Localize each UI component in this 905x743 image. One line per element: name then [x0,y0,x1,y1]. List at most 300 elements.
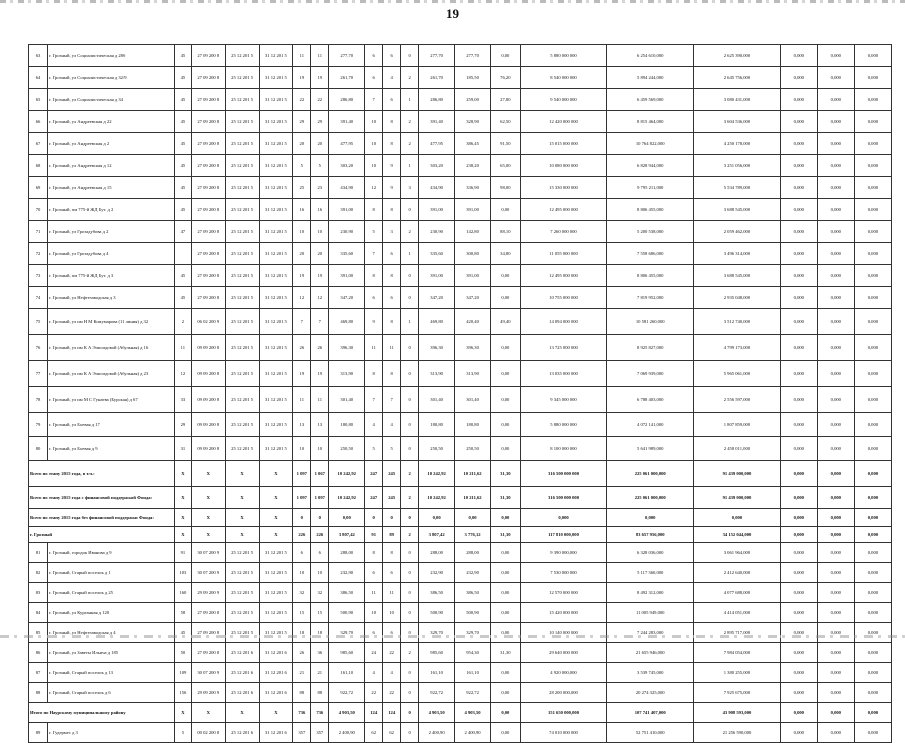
date-cell: 31 12 201 5 [259,603,293,623]
value-cell: 8 [383,543,401,563]
date-cell: 25 12 201 5 [225,387,259,413]
value-cell: 0,00 [491,603,521,623]
row-number-cell: 63 [29,45,48,67]
value-cell: 391,00 [419,265,455,287]
value-cell: 0 [383,509,401,527]
table-row [29,111,892,133]
value-cell: 0,00 [491,703,521,723]
value-cell: 19 [293,265,311,287]
value-cell: 4 903,50 [419,703,455,723]
value-cell: 161,10 [419,663,455,683]
value-cell: 0,000 [780,583,817,603]
value-cell: 0,000 [780,683,817,703]
address-cell: г. Грозный, ул Нефтезаводская д 3 [48,287,175,309]
table-row [29,583,892,603]
row-number-cell: 88 [29,683,48,703]
value-cell: 8 [383,199,401,221]
value-cell: 301,40 [329,387,365,413]
value-cell: 500,90 [455,603,491,623]
placeholder-x-cell: X [225,703,259,723]
value-cell: 0,000 [780,309,817,335]
doc-number-cell: 29 [174,413,191,437]
date-cell: 25 12 201 6 [225,643,259,663]
value-cell: 10 140 000 000 [520,623,607,643]
date-cell: 27 09 200 8 [191,89,225,111]
value-cell: 98,00 [491,177,521,199]
value-cell: 2 059 462,000 [694,221,781,243]
doc-number-cell: 109 [174,663,191,683]
value-cell: 3 604 536,000 [694,111,781,133]
value-cell: 0,000 [817,335,854,361]
value-cell: 301,40 [419,387,455,413]
value-cell: 0 [401,663,419,683]
value-cell: 0,000 [780,335,817,361]
date-cell: 31 12 201 5 [259,265,293,287]
value-cell: 0 [401,287,419,309]
value-cell: 4 [383,413,401,437]
table-row [29,603,892,623]
value-cell: 161,10 [455,663,491,683]
value-cell: 4 903,50 [329,703,365,723]
value-cell: 10 242,92 [329,461,365,487]
value-cell: 4 072 141,000 [607,413,694,437]
value-cell: 11 [365,583,383,603]
value-cell: 0,00 [491,335,521,361]
value-cell: 0,000 [817,723,854,743]
placeholder-x-cell: X [259,703,293,723]
summary-row [29,703,892,723]
value-cell: 0 [293,509,311,527]
value-cell: 15 330 000 000 [520,177,607,199]
value-cell: 2 458 011,000 [694,437,781,461]
value-cell: 226 [293,527,311,543]
value-cell: 29 [311,111,329,133]
value-cell: 0,000 [817,361,854,387]
value-cell: 0,000 [854,335,891,361]
value-cell: 21 [293,663,311,683]
value-cell: 336,90 [455,177,491,199]
summary-row [29,487,892,509]
value-cell: 0,000 [817,387,854,413]
date-cell: 09 09 200 8 [191,387,225,413]
value-cell: 8 925 827,000 [607,335,694,361]
value-cell: 0,000 [780,543,817,563]
date-cell: 09 09 200 8 [191,437,225,461]
value-cell: 62,50 [491,111,521,133]
table-row [29,543,892,563]
value-cell: 391,00 [329,265,365,287]
value-cell: 0,000 [780,221,817,243]
doc-number-cell: 156 [174,683,191,703]
table-row [29,361,892,387]
value-cell: 3 807,42 [329,527,365,543]
row-number-cell: 86 [29,643,48,663]
address-cell: г. Грозный, ул им Н М Комумарова (11 линия) д 32 [48,309,175,335]
address-cell: г. Грозный, городок Иванова д 9 [48,543,175,563]
value-cell: 124 [365,703,383,723]
value-cell: 0,000 [854,221,891,243]
value-cell: 736 [311,703,329,723]
value-cell: 2 [401,133,419,155]
value-cell: 8 [365,199,383,221]
value-cell: 10 242,92 [419,487,455,509]
value-cell: 29 [293,111,311,133]
value-cell: 27,80 [491,89,521,111]
date-cell: 31 12 201 6 [259,643,293,663]
value-cell: 91,50 [491,133,521,155]
date-cell: 27 09 200 8 [191,199,225,221]
value-cell: 0,00 [329,509,365,527]
table-row [29,387,892,413]
scan-artifact-bottom [0,635,905,638]
value-cell: 0,000 [854,663,891,683]
date-cell: 27 09 200 8 [191,67,225,89]
value-cell: 347,20 [329,287,365,309]
value-cell: 313,90 [419,361,455,387]
placeholder-x-cell: X [174,527,191,543]
value-cell: 0,000 [854,643,891,663]
date-cell: 09 09 200 8 [191,413,225,437]
value-cell: 7 558 686,000 [607,243,694,265]
value-cell: 288,00 [455,543,491,563]
doc-number-cell: 45 [174,155,191,177]
value-cell: 0,000 [854,413,891,437]
value-cell: 6 [383,243,401,265]
value-cell: 335,60 [419,243,455,265]
value-cell: 10 [383,603,401,623]
doc-number-cell: 103 [174,563,191,583]
value-cell: 316 500 000 000 [520,487,607,509]
row-number-cell: 76 [29,335,48,361]
date-cell: 27 09 200 8 [191,243,225,265]
value-cell: 985,60 [419,643,455,663]
value-cell: 1 097 [311,487,329,509]
value-cell: 922,72 [329,683,365,703]
row-number-cell: 67 [29,133,48,155]
summary-label-cell: Итого по Наурскому муниципальному району [29,703,175,723]
table-row [29,89,892,111]
doc-number-cell: 91 [174,543,191,563]
value-cell: 391,40 [419,111,455,133]
value-cell: 2 [401,643,419,663]
value-cell: 9 345 000 000 [520,387,607,413]
date-cell: 31 12 201 5 [259,243,293,265]
value-cell: 5 [311,155,329,177]
value-cell: 396,30 [329,335,365,361]
value-cell: 0,000 [817,221,854,243]
value-cell: 12 495 000 000 [520,199,607,221]
summary-label-cell: Всего по этапу 2015 года с финансовой поддержкой Фонда: [29,487,175,509]
address-cell: г. Грозный, Старый поселок д 6 [48,683,175,703]
value-cell: 0 [401,543,419,563]
value-cell: 0,000 [817,309,854,335]
value-cell: 10 242,92 [329,487,365,509]
value-cell: 313,90 [329,361,365,387]
value-cell: 0,000 [694,509,781,527]
value-cell: 386,50 [419,583,455,603]
resettlement-table [28,44,892,743]
value-cell: 0,000 [780,487,817,509]
value-cell: 0,000 [780,437,817,461]
date-cell: 30 07 200 9 [191,563,225,583]
value-cell: 0,000 [780,243,817,265]
value-cell: 1 380 255,000 [694,663,781,683]
row-number-cell: 72 [29,243,48,265]
address-cell: г. Грозный, пм 775-й ЖД Бут. д 2 [48,199,175,221]
value-cell: 303,20 [329,155,365,177]
value-cell: 0,000 [780,199,817,221]
value-cell: 0,000 [780,413,817,437]
doc-number-cell: 45 [174,265,191,287]
value-cell: 225 061 000,000 [607,461,694,487]
value-cell: 8 [365,265,383,287]
value-cell: 0,000 [854,527,891,543]
value-cell: 15 420 000 000 [520,603,607,623]
value-cell: 329,70 [455,623,491,643]
date-cell: 27 09 200 8 [191,643,225,663]
value-cell: 0,000 [817,287,854,309]
value-cell: 286,80 [329,89,365,111]
value-cell: 11 [293,387,311,413]
placeholder-x-cell: X [225,487,259,509]
address-cell: г. Грозный, Старый поселок д 25 [48,583,175,603]
value-cell: 26 [293,335,311,361]
value-cell: 5 [365,221,383,243]
value-cell: 36 [311,643,329,663]
value-cell: 3 512 740,000 [694,309,781,335]
value-cell: 0,000 [817,461,854,487]
value-cell: 0 [401,437,419,461]
value-cell: 232,90 [419,563,455,583]
area-total-row [29,527,892,543]
value-cell: 1 067 [311,461,329,487]
value-cell: 0,000 [854,243,891,265]
placeholder-x-cell: X [174,509,191,527]
value-cell: 232,90 [455,563,491,583]
value-cell: 8 [365,543,383,563]
value-cell: 11 [383,583,401,603]
value-cell: 8 [383,111,401,133]
value-cell: 0,000 [854,603,891,623]
value-cell: 8 [383,309,401,335]
value-cell: 12 570 000 000 [520,583,607,603]
table-row [29,683,892,703]
value-cell: 0,000 [817,111,854,133]
value-cell: 230,90 [419,221,455,243]
value-cell: 5 965 061,000 [694,361,781,387]
summary-label-cell: г. Грозный [29,527,175,543]
table-row [29,221,892,243]
value-cell: 391,40 [329,111,365,133]
value-cell: 11 [311,45,329,67]
value-cell: 0 [401,335,419,361]
value-cell: 0,000 [817,67,854,89]
date-cell: 25 12 201 5 [225,583,259,603]
value-cell: 13 725 000 000 [520,335,607,361]
date-cell: 25 12 201 5 [225,133,259,155]
value-cell: 22 [293,89,311,111]
value-cell: 3 [401,177,419,199]
address-cell: г. Грозный, ул Курганная д 120 [48,603,175,623]
value-cell: 34,80 [491,243,521,265]
value-cell: 469,80 [329,309,365,335]
value-cell: 11 [293,45,311,67]
value-cell: 88 [293,683,311,703]
value-cell: 0,000 [817,155,854,177]
value-cell: 6 788 403,000 [607,387,694,413]
value-cell: 142,80 [455,221,491,243]
doc-number-cell: 47 [174,221,191,243]
value-cell: 6 [365,67,383,89]
address-cell: г. Грозный, ул Нефтезаводская д 4 [48,623,175,643]
date-cell: 25 12 201 5 [225,177,259,199]
table-row [29,199,892,221]
value-cell: 3 688 545,000 [694,265,781,287]
date-cell: 25 12 201 5 [225,563,259,583]
value-cell: 288,00 [419,543,455,563]
value-cell: 0 [401,387,419,413]
value-cell: 6 [365,623,383,643]
address-cell: г. Грозный, ул Заветы Ильича д 185 [48,643,175,663]
value-cell: 226 [311,527,329,543]
date-cell: 31 12 201 5 [259,45,293,67]
value-cell: 0,000 [817,663,854,683]
value-cell: 6 [365,45,383,67]
value-cell: 22 [365,683,383,703]
date-cell: 31 12 201 5 [259,67,293,89]
row-number-cell: 70 [29,199,48,221]
value-cell: 10 [365,111,383,133]
value-cell: 313,90 [455,361,491,387]
value-cell: 0,00 [491,287,521,309]
value-cell: 329,70 [329,623,365,643]
value-cell: 6 [383,89,401,111]
value-cell: 10 764 822,000 [607,133,694,155]
value-cell: 6 459 569,000 [607,89,694,111]
value-cell: 2 556 597,000 [694,387,781,413]
value-cell: 10 211,62 [455,487,491,509]
value-cell: 6 828 944,000 [607,155,694,177]
value-cell: 19 [293,67,311,89]
value-cell: 0,00 [491,663,521,683]
value-cell: 5 200 538,000 [607,221,694,243]
value-cell: 7 069 939,000 [607,361,694,387]
date-cell: 31 12 201 5 [259,335,293,361]
date-cell: 29 09 200 9 [191,583,225,603]
date-cell: 25 12 201 5 [225,603,259,623]
value-cell: 0,00 [491,45,521,67]
date-cell: 09 09 200 8 [191,361,225,387]
value-cell: 6 [311,543,329,563]
table-row [29,723,892,743]
address-cell: г. Грозный, Старый поселок д 13 [48,663,175,683]
value-cell: 15 [311,603,329,623]
doc-number-cell: 45 [174,177,191,199]
value-cell: 0 [401,563,419,583]
table-row [29,45,892,67]
value-cell: 34 152 044,000 [694,527,781,543]
row-number-cell: 78 [29,387,48,413]
value-cell: 12 420 000 000 [520,111,607,133]
value-cell: 25 [293,177,311,199]
value-cell: 0,00 [491,361,521,387]
value-cell: 11 [311,387,329,413]
placeholder-x-cell: X [259,509,293,527]
value-cell: 11 005 949,000 [607,603,694,623]
value-cell: 2 [401,221,419,243]
doc-number-cell: 45 [174,199,191,221]
value-cell: 89 [383,527,401,543]
value-cell: 8 [383,361,401,387]
value-cell: 65,00 [491,155,521,177]
value-cell: 10 [311,221,329,243]
placeholder-x-cell: X [259,527,293,543]
value-cell: 28 200 000,000 [520,683,607,703]
doc-number-cell: 45 [174,67,191,89]
value-cell: 5 880 000 000 [520,45,607,67]
date-cell: 25 12 201 5 [225,243,259,265]
value-cell: 7 925 675,000 [694,683,781,703]
value-cell: 3 251 056,000 [694,155,781,177]
date-cell: 27 09 200 8 [191,221,225,243]
value-cell: 91 439 000,000 [694,461,781,487]
value-cell: 301,40 [455,387,491,413]
placeholder-x-cell: X [174,703,191,723]
address-cell: г. Грозный, ул Андреевская д 12 [48,155,175,177]
value-cell: 31,30 [491,487,521,509]
address-cell: г. Грозный, ул Боевая д 17 [48,413,175,437]
value-cell: 0,000 [780,461,817,487]
value-cell: 5 [293,155,311,177]
value-cell: 391,00 [329,199,365,221]
value-cell: 0 [401,199,419,221]
value-cell: 9 795 211,000 [607,177,694,199]
value-cell: 250,50 [329,437,365,461]
value-cell: 347,20 [419,287,455,309]
value-cell: 0,000 [817,623,854,643]
table-row [29,309,892,335]
value-cell: 357 [311,723,329,743]
value-cell: 4 077 688,000 [694,583,781,603]
value-cell: 107 741 407,000 [607,703,694,723]
doc-number-cell: 160 [174,583,191,603]
value-cell: 8 100 000 000 [520,437,607,461]
value-cell: 15 015 000 000 [520,133,607,155]
value-cell: 0,000 [854,623,891,643]
value-cell: 6 [383,563,401,583]
value-cell: 232,90 [329,563,365,583]
value-cell: 245 [383,487,401,509]
value-cell: 10 581 260,000 [607,309,694,335]
value-cell: 0,000 [854,509,891,527]
value-cell: 0,000 [780,265,817,287]
value-cell: 2 [401,461,419,487]
value-cell: 0,000 [854,45,891,67]
value-cell: 2 [401,527,419,543]
value-cell: 22 [383,643,401,663]
row-number-cell: 83 [29,583,48,603]
placeholder-x-cell: X [191,461,225,487]
value-cell: 32 [311,583,329,603]
value-cell: 985,60 [329,643,365,663]
value-cell: 4 799 173,000 [694,335,781,361]
value-cell: 9 [383,155,401,177]
value-cell: 10 [311,563,329,583]
value-cell: 245 [383,461,401,487]
value-cell: 3 080 431,000 [694,89,781,111]
date-cell: 27 09 200 8 [191,155,225,177]
date-cell: 25 12 201 5 [225,335,259,361]
